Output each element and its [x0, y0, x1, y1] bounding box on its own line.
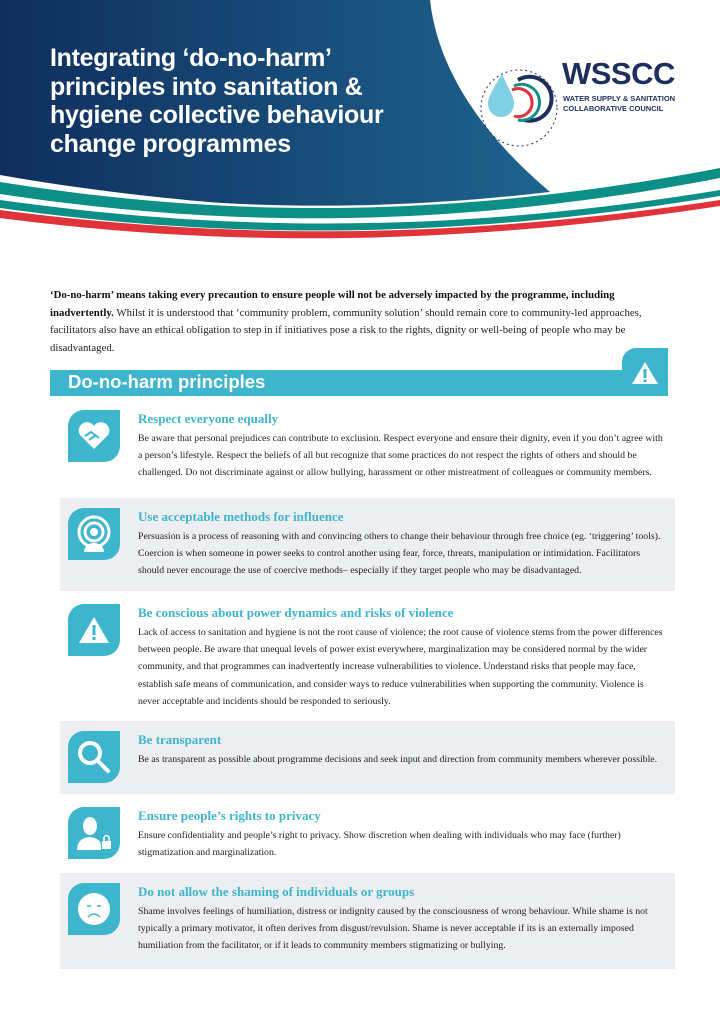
principle-title: Use acceptable methods for influence	[138, 509, 344, 524]
section-title: Do-no-harm principles	[68, 371, 266, 392]
principle-body: Shame involves feelings of humiliation, distress or indignity caused by the consciousness of wrong behaviour. While shame is not typically a primary motivator, it often derives from disgust/revulsion. Shame is never acceptable if its is an externally imposed humiliation from the facilitator, or if it leads to community members stigmatizing or bullying.	[138, 906, 648, 952]
heart-handshake-icon	[68, 410, 120, 462]
broadcast-person-icon	[68, 508, 120, 560]
principle-body: Lack of access to sanitation and hygiene is not the root cause of violence; the root cause of violence stems from the power differences between people. Be aware that unequal levels of power exist everywhere, marginalization may be considered normal by the wider community, and that programmes can inadvertently increase vulnerabilities to violence. Understand risks that people may face, establish safe means of communication, and consider ways to reduce vulnerabilities when supporting the community. Violence is never acceptable and incidents should be responded to seriously.	[138, 627, 663, 707]
principle-body: Persuasion is a process of reasoning with and convincing others to change their behaviour through free choice (eg. ‘triggering’ tools). Coercion is when someone in power seeks to control another using fear, force, threats, manipulation or intimidation. Facilitators should never encourage the use of coercive methods– especially if they target people who may be disadvantaged.	[138, 531, 661, 577]
intro-text: Whilst it is understood that ‘community problem, community solution’ should remain core to community-led approaches, facilitators also have an ethical obligation to step in if initiatives pose a risk to the rights, dignity or well-being of people who may be disadvantaged.	[50, 306, 642, 354]
logo-name: WSSCC	[562, 56, 675, 91]
person-lock-icon	[68, 807, 120, 859]
principle-transparent	[60, 721, 675, 794]
logo-subtitle-line: WATER SUPPLY & SANITATION	[563, 94, 676, 103]
principle-body: Ensure confidentiality and people’s right to privacy. Show discretion when dealing with individuals who may face (further) stigmatization and marginalization.	[138, 830, 621, 859]
principles-list	[60, 400, 675, 972]
principle-shaming	[60, 873, 675, 969]
intro-paragraph	[50, 287, 670, 357]
magnifier-icon	[68, 731, 120, 783]
sad-face-icon	[68, 883, 120, 935]
principle-body: Be as transparent as possible about programme decisions and seek input and direction from community members wherever possible.	[138, 754, 658, 766]
intro-bold: ‘Do-no-harm’ means taking every precaution to ensure people will not be adversely impacted by the programme, including inadvertently.	[50, 289, 615, 319]
logo-subtitle	[563, 94, 675, 113]
logo-emblem	[474, 58, 564, 158]
logo-subtitle-line: COLLABORATIVE COUNCIL	[563, 103, 664, 113]
principle-respect	[60, 400, 675, 495]
principle-title: Be conscious about power dynamics and risks of violence	[138, 605, 454, 620]
principle-influence	[60, 498, 675, 591]
principle-title: Ensure people’s rights to privacy	[138, 808, 321, 824]
warning-icon	[68, 604, 120, 656]
principle-title: Do not allow the shaming of individuals or groups	[138, 884, 415, 900]
warning-icon	[630, 360, 660, 386]
principle-power-dynamics	[60, 594, 675, 718]
principle-body: Be aware that personal prejudices can contribute to exclusion. Respect everyone and ensure their dignity, even if you don’t agree with a person’s lifestyle. Respect the beliefs of all but recognize that some practices do not respect the rights of others and should be challenged. Do not discriminate against or allow bullying, harassment or other mistreatment of colleagues or community members.	[138, 433, 663, 479]
principle-title: Respect everyone equally	[138, 411, 279, 426]
page-title: Integrating ‘do-no-harm’ principles into sanitation & hygiene collective behaviour change programmes	[50, 44, 384, 158]
principle-privacy	[60, 797, 675, 870]
principle-title: Be transparent	[138, 732, 222, 748]
